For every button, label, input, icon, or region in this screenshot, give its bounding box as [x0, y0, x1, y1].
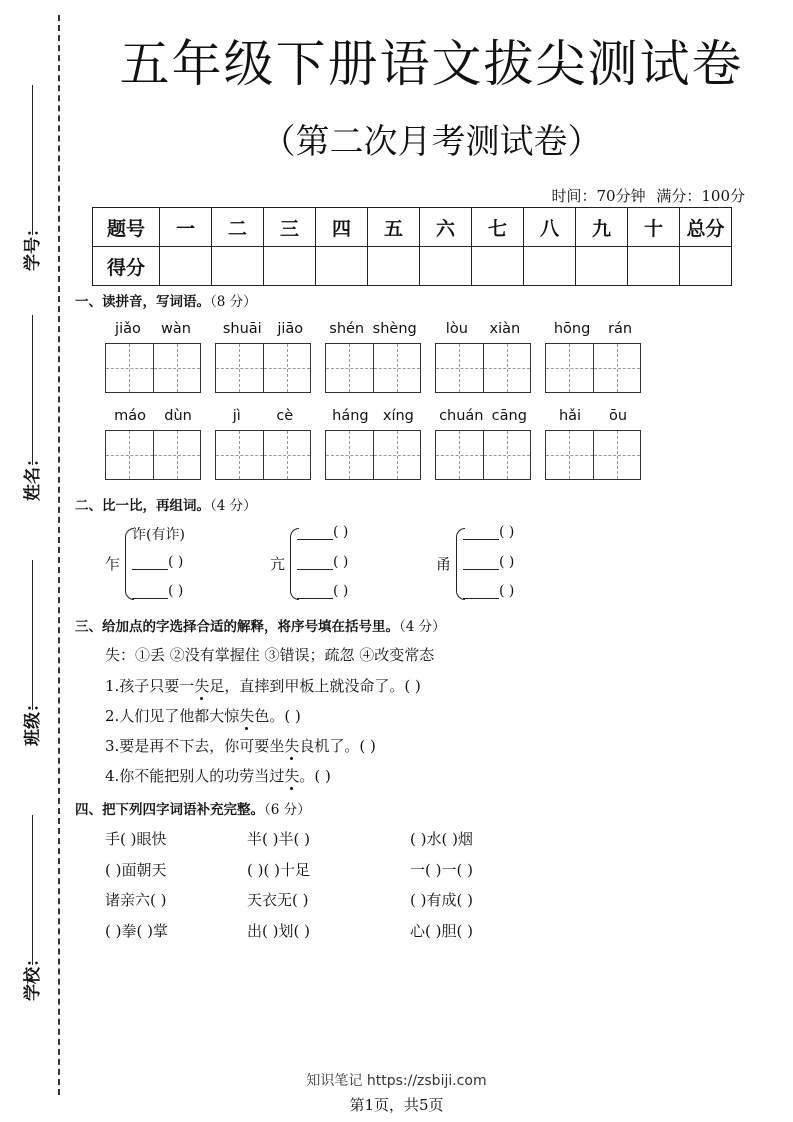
score-header-cell: 十	[628, 208, 680, 247]
pinyin-word-group	[435, 408, 531, 480]
pinyin-syllable: jì	[232, 408, 241, 424]
pinyin-syllable: shuāi	[222, 321, 262, 337]
dotted-char: 失	[284, 767, 300, 785]
score-cell[interactable]	[472, 247, 524, 286]
score-cell[interactable]	[576, 247, 628, 286]
pinyin-syllable: chuán	[439, 408, 484, 424]
score-header-cell: 总分	[680, 208, 732, 247]
pinyin-syllable: xiàn	[489, 321, 521, 337]
section2-title: 二、比一比，再组词。	[75, 498, 210, 514]
writing-box[interactable]	[374, 344, 421, 392]
side-label-name: 姓名：	[23, 450, 43, 501]
score-row-label: 得分	[93, 247, 160, 286]
side-line	[32, 560, 33, 710]
writing-grid	[215, 430, 311, 480]
side-label-school: 学校：	[23, 950, 43, 1001]
idiom-item[interactable]: 心( )胆( )	[410, 922, 473, 940]
page-number: 第1页，共5页	[349, 1096, 444, 1114]
writing-box[interactable]	[484, 431, 531, 479]
writing-box[interactable]	[546, 344, 594, 392]
pinyin-word-group	[325, 321, 421, 393]
writing-grid	[105, 343, 201, 393]
pinyin-text	[545, 408, 641, 430]
score-cell[interactable]	[628, 247, 680, 286]
pinyin-text	[215, 321, 311, 343]
writing-box[interactable]	[154, 344, 201, 392]
idiom-item[interactable]: ( )拳( )掌	[105, 922, 168, 940]
pinyin-word-group	[105, 408, 201, 480]
compare-row[interactable]: ( )	[132, 554, 183, 570]
score-cell[interactable]	[264, 247, 316, 286]
side-label-student-id: 学号：	[23, 220, 43, 271]
section1-points: （8 分）	[210, 294, 257, 310]
pinyin-word-group	[215, 408, 311, 480]
pinyin-word-group	[545, 408, 641, 480]
section3-points: （4 分）	[399, 619, 446, 635]
writing-box[interactable]	[106, 344, 154, 392]
section4-points: （6 分）	[264, 802, 311, 818]
score-cell[interactable]	[212, 247, 264, 286]
compare-example: 诈(有诈)	[132, 527, 185, 543]
idiom-item[interactable]: 出( )划( )	[247, 922, 310, 940]
writing-box[interactable]	[264, 431, 311, 479]
writing-grid	[435, 343, 531, 393]
section4-title: 四、把下列四字词语补充完整。	[75, 802, 264, 818]
pinyin-text	[325, 408, 421, 430]
idiom-item[interactable]: 手( )眼快	[105, 830, 167, 848]
dotted-char: 失	[284, 737, 300, 755]
writing-box[interactable]	[106, 431, 154, 479]
writing-box[interactable]	[216, 344, 264, 392]
pinyin-syllable: wàn	[160, 321, 191, 337]
side-line	[32, 85, 33, 235]
pinyin-syllable: hōng	[553, 321, 591, 337]
compare-row[interactable]: ( )	[463, 583, 514, 599]
pinyin-word-group	[435, 321, 531, 393]
writing-box[interactable]	[326, 431, 374, 479]
writing-grid	[545, 430, 641, 480]
writing-box[interactable]	[484, 344, 531, 392]
binding-dashed-line	[58, 15, 60, 1095]
pinyin-word-group	[325, 408, 421, 480]
side-field-class	[12, 560, 52, 760]
writing-box[interactable]	[154, 431, 201, 479]
idiom-item[interactable]: 天衣无( )	[247, 891, 309, 909]
compare-char: 甬	[436, 555, 452, 573]
compare-row[interactable]: ( )	[463, 554, 514, 570]
idiom-item[interactable]: 一( )一( )	[410, 861, 473, 879]
side-field-school	[12, 815, 52, 1015]
side-line	[32, 315, 33, 465]
idiom-item[interactable]: ( )( )十足	[247, 861, 310, 879]
compare-row[interactable]: ( )	[132, 583, 183, 599]
side-label-class: 班级：	[23, 695, 43, 746]
pinyin-word-group	[545, 321, 641, 393]
section3-title: 三、给加点的字选择合适的解释，将序号填在括号里。	[75, 619, 399, 635]
section1-heading	[75, 290, 257, 310]
pinyin-text	[215, 408, 311, 430]
score-cell[interactable]	[524, 247, 576, 286]
score-header-cell: 八	[524, 208, 576, 247]
pinyin-syllable: dùn	[164, 408, 192, 424]
time-limit: 时间：70分钟	[551, 187, 646, 205]
page-title: 五年级下册语文拔尖测试卷	[119, 35, 744, 93]
score-header-cell: 九	[576, 208, 628, 247]
time-info	[545, 185, 745, 206]
pinyin-syllable: háng	[332, 408, 369, 424]
score-header-cell: 七	[472, 208, 524, 247]
writing-box[interactable]	[264, 344, 311, 392]
score-table-score-row	[93, 247, 732, 286]
score-header-cell: 题号	[93, 208, 160, 247]
score-cell[interactable]	[680, 247, 732, 286]
writing-box[interactable]	[546, 431, 594, 479]
pinyin-syllable: máo	[114, 408, 147, 424]
pinyin-word-group	[105, 321, 201, 393]
watermark: 知识笔记 https://zsbiji.com	[306, 1073, 487, 1089]
idiom-item[interactable]: 半( )半( )	[247, 830, 310, 848]
pinyin-word-group	[215, 321, 311, 393]
writing-box[interactable]	[216, 431, 264, 479]
writing-grid	[325, 343, 421, 393]
pinyin-text	[105, 321, 201, 343]
score-header-cell: 五	[368, 208, 420, 247]
dotted-char: 失	[194, 677, 210, 695]
section4-heading	[75, 798, 311, 818]
score-cell[interactable]	[420, 247, 472, 286]
compare-row[interactable]: ( )	[297, 583, 348, 599]
writing-box[interactable]	[594, 344, 641, 392]
idiom-item[interactable]: ( )水( )烟	[410, 830, 473, 848]
writing-grid	[215, 343, 311, 393]
score-header-cell: 一	[160, 208, 212, 247]
pinyin-text	[545, 321, 641, 343]
compare-row[interactable]: ( )	[463, 524, 514, 540]
section1-title: 一、读拼音，写词语。	[75, 294, 210, 310]
writing-grid	[545, 343, 641, 393]
writing-box[interactable]	[436, 344, 484, 392]
writing-box[interactable]	[436, 431, 484, 479]
pinyin-syllable: jiǎo	[115, 321, 141, 337]
compare-char: 亢	[270, 555, 286, 573]
side-field-name	[12, 315, 52, 515]
score-cell[interactable]	[368, 247, 420, 286]
score-table-header-row	[93, 208, 732, 247]
score-table	[92, 207, 732, 286]
page-subtitle: （第二次月考测试卷）	[261, 122, 602, 162]
idiom-item[interactable]: ( )有成( )	[410, 891, 473, 909]
score-cell[interactable]	[160, 247, 212, 286]
compare-row[interactable]: ( )	[297, 554, 348, 570]
meaning-item-3[interactable]: 3.要是再不下去，你可要坐失良机了。( )	[105, 737, 376, 755]
meaning-options: 失：①丢 ②没有掌握住 ③错误；疏忽 ④改变常态	[105, 646, 435, 664]
writing-grid	[325, 430, 421, 480]
pinyin-syllable: rán	[608, 321, 633, 337]
full-score: 满分：100分	[656, 187, 745, 205]
pinyin-syllable: ōu	[608, 408, 628, 424]
score-cell[interactable]	[316, 247, 368, 286]
writing-box[interactable]	[374, 431, 421, 479]
idiom-item[interactable]: ( )面朝天	[105, 861, 167, 879]
pinyin-syllable: xíng	[382, 408, 414, 424]
writing-box[interactable]	[326, 344, 374, 392]
pinyin-syllable: lòu	[445, 321, 468, 337]
pinyin-text	[435, 408, 531, 430]
score-header-cell: 三	[264, 208, 316, 247]
score-header-cell: 六	[420, 208, 472, 247]
score-header-cell: 四	[316, 208, 368, 247]
dotted-char: 失	[239, 707, 255, 725]
score-header-cell: 二	[212, 208, 264, 247]
writing-grid	[105, 430, 201, 480]
side-line	[32, 815, 33, 965]
pinyin-syllable: jiāo	[277, 321, 304, 337]
compare-char: 乍	[105, 555, 121, 573]
meaning-item-4[interactable]: 4.你不能把别人的功劳当过失。( )	[105, 767, 331, 785]
writing-grid	[435, 430, 531, 480]
compare-row[interactable]: ( )	[297, 524, 348, 540]
pinyin-syllable: hǎi	[558, 408, 582, 424]
pinyin-text	[105, 408, 201, 430]
side-field-student-id	[12, 85, 52, 285]
section2-points: （4 分）	[210, 498, 257, 514]
idiom-item[interactable]: 诸亲六( )	[105, 891, 167, 909]
section2-heading	[75, 494, 257, 514]
pinyin-syllable: shèng	[372, 321, 417, 337]
meaning-item-1[interactable]: 1.孩子只要一失足，直摔到甲板上就没命了。( )	[105, 677, 421, 695]
meaning-item-2[interactable]: 2.人们见了他都大惊失色。( )	[105, 707, 301, 725]
section3-heading	[75, 615, 446, 635]
writing-box[interactable]	[594, 431, 641, 479]
pinyin-syllable: shén	[329, 321, 365, 337]
pinyin-syllable: cāng	[491, 408, 527, 424]
pinyin-syllable: cè	[276, 408, 294, 424]
pinyin-text	[325, 321, 421, 343]
pinyin-text	[435, 321, 531, 343]
